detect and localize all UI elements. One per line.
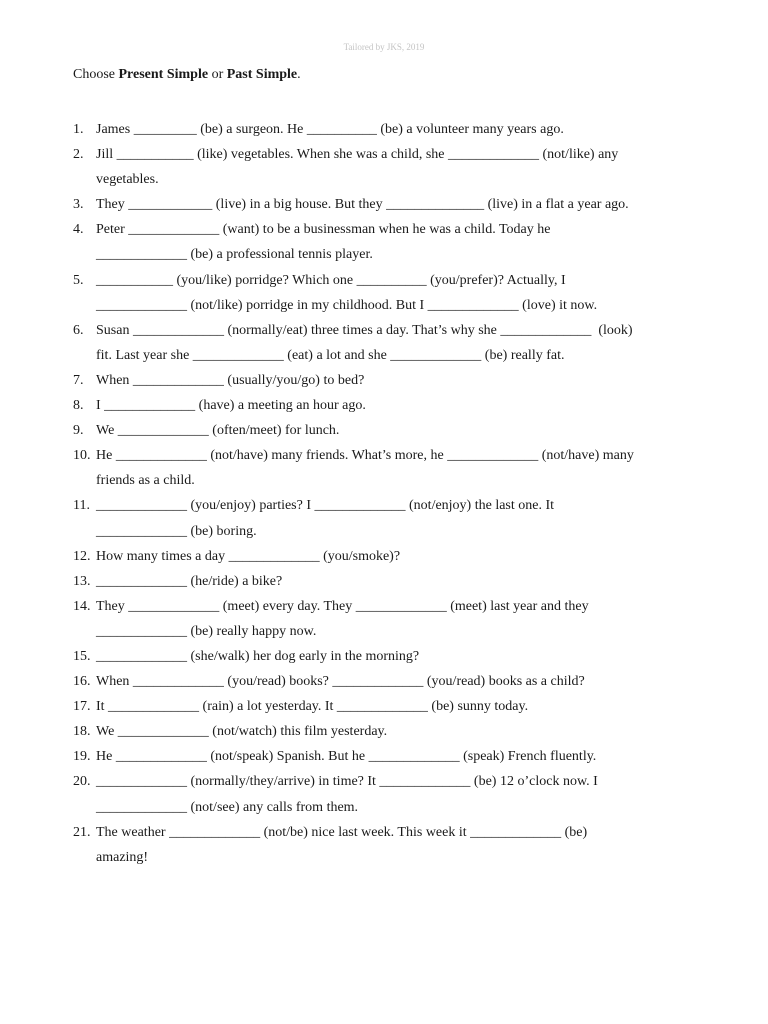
exercise-item bbox=[73, 443, 703, 493]
instruction bbox=[73, 67, 301, 83]
past-simple-label: Past Simple bbox=[226, 67, 298, 82]
item-number: 10. bbox=[73, 448, 91, 464]
item-text bbox=[96, 142, 703, 192]
exercise-item bbox=[73, 318, 703, 368]
watermark: Tailored by JKS, 2019 bbox=[343, 42, 425, 52]
item-number: 14. bbox=[73, 598, 91, 614]
exercise-item bbox=[73, 769, 703, 819]
exercise-item bbox=[73, 393, 703, 418]
exercise-item bbox=[73, 644, 703, 669]
item-number: 21. bbox=[73, 824, 91, 840]
item-text bbox=[96, 744, 703, 769]
item-text bbox=[96, 719, 703, 744]
exercise-item bbox=[73, 744, 703, 769]
item-text bbox=[96, 820, 703, 870]
item-text bbox=[96, 594, 703, 644]
item-line: It _____________ (rain) a lot yesterday. It _____________ (be) sunny today. bbox=[96, 699, 529, 715]
item-number: 13. bbox=[73, 573, 91, 589]
exercise-item bbox=[73, 368, 703, 393]
item-line: They ____________ (live) in a big house. But they ______________ (live) in a flat a year ago. bbox=[96, 197, 629, 213]
exercise-item bbox=[73, 142, 703, 192]
exercise-list bbox=[73, 117, 703, 870]
item-line: Jill ___________ (like) vegetables. When she was a child, she _____________ (not/like) any bbox=[96, 147, 619, 163]
item-line: The weather _____________ (not/be) nice last week. This week it _____________ (be) bbox=[96, 824, 588, 840]
item-text bbox=[96, 192, 703, 217]
item-line: _____________ (be) really happy now. bbox=[96, 623, 317, 639]
item-text bbox=[96, 117, 703, 142]
item-line: _____________ (she/walk) her dog early in the morning? bbox=[96, 648, 420, 664]
item-line: How many times a day _____________ (you/smoke)? bbox=[96, 548, 401, 564]
item-line: We _____________ (not/watch) this film yesterday. bbox=[96, 724, 388, 740]
instruction-prefix: Choose bbox=[73, 67, 119, 82]
item-text bbox=[96, 694, 703, 719]
item-line: _____________ (be) a professional tennis player. bbox=[96, 247, 373, 263]
instruction-middle: or bbox=[208, 67, 227, 82]
item-line: James _________ (be) a surgeon. He __________ (be) a volunteer many years ago. bbox=[96, 122, 564, 137]
item-line: friends as a child. bbox=[96, 473, 195, 489]
item-number: 6. bbox=[73, 322, 84, 338]
item-text bbox=[96, 268, 703, 318]
item-number: 19. bbox=[73, 749, 91, 765]
item-line: He _____________ (not/speak) Spanish. But he _____________ (speak) French fluently. bbox=[96, 749, 597, 765]
item-line: When _____________ (you/read) books? _____________ (you/read) books as a child? bbox=[96, 674, 585, 690]
instruction-suffix: . bbox=[297, 67, 301, 82]
item-number: 5. bbox=[73, 272, 84, 288]
exercise-item bbox=[73, 544, 703, 569]
item-number: 18. bbox=[73, 724, 91, 740]
item-text bbox=[96, 569, 703, 594]
item-line: Peter _____________ (want) to be a businessman when he was a child. Today he bbox=[96, 222, 551, 238]
item-text bbox=[96, 368, 703, 393]
item-text bbox=[96, 217, 703, 267]
exercise-item bbox=[73, 594, 703, 644]
item-line: _____________ (not/see) any calls from them. bbox=[96, 799, 359, 815]
item-number: 11. bbox=[73, 498, 90, 514]
item-number: 9. bbox=[73, 423, 84, 439]
item-text bbox=[96, 393, 703, 418]
item-line: vegetables. bbox=[96, 172, 159, 188]
item-text bbox=[96, 443, 703, 493]
item-line: fit. Last year she _____________ (eat) a lot and she _____________ (be) really fat. bbox=[96, 347, 565, 363]
item-number: 8. bbox=[73, 398, 84, 414]
exercise-item bbox=[73, 694, 703, 719]
exercise-item bbox=[73, 569, 703, 594]
item-number: 15. bbox=[73, 648, 91, 664]
item-line: amazing! bbox=[96, 849, 149, 865]
item-line: _____________ (he/ride) a bike? bbox=[96, 573, 283, 589]
item-text bbox=[96, 769, 703, 819]
exercise-item bbox=[73, 719, 703, 744]
exercise-item bbox=[73, 418, 703, 443]
item-text bbox=[96, 418, 703, 443]
item-number: 16. bbox=[73, 674, 91, 690]
exercise-item bbox=[73, 820, 703, 870]
item-line: _____________ (normally/they/arrive) in time? It _____________ (be) 12 o’clock now. I bbox=[96, 774, 598, 790]
exercise-item bbox=[73, 217, 703, 267]
item-number: 2. bbox=[73, 147, 84, 163]
item-number: 17. bbox=[73, 699, 91, 715]
item-text bbox=[96, 493, 703, 543]
exercise-item bbox=[73, 268, 703, 318]
exercise-item bbox=[73, 192, 703, 217]
present-simple-label: Present Simple bbox=[118, 67, 209, 82]
item-text bbox=[96, 644, 703, 669]
item-line: He _____________ (not/have) many friends. What’s more, he _____________ (not/have) many bbox=[96, 448, 634, 464]
item-text bbox=[96, 669, 703, 694]
item-line: _____________ (you/enjoy) parties? I _____________ (not/enjoy) the last one. It bbox=[96, 498, 555, 514]
item-number: 20. bbox=[73, 774, 91, 790]
item-line: Susan _____________ (normally/eat) three times a day. That’s why she _____________ (look) bbox=[96, 322, 633, 338]
exercise-item bbox=[73, 669, 703, 694]
item-number: 3. bbox=[73, 197, 84, 213]
item-line: ___________ (you/like) porridge? Which one __________ (you/prefer)? Actually, I bbox=[96, 272, 566, 288]
item-line: _____________ (not/like) porridge in my childhood. But I _____________ (love) it now. bbox=[96, 297, 598, 313]
item-number: 4. bbox=[73, 222, 84, 238]
item-number: 7. bbox=[73, 372, 84, 388]
item-number: 12. bbox=[73, 548, 91, 564]
item-text bbox=[96, 318, 703, 368]
item-line: We _____________ (often/meet) for lunch. bbox=[96, 423, 340, 439]
item-line: When _____________ (usually/you/go) to bed? bbox=[96, 372, 365, 388]
item-line: I _____________ (have) a meeting an hour ago. bbox=[96, 398, 366, 414]
item-line: They _____________ (meet) every day. They _____________ (meet) last year and they bbox=[96, 598, 589, 614]
exercise-item bbox=[73, 117, 703, 142]
item-text bbox=[96, 544, 703, 569]
item-line: _____________ (be) boring. bbox=[96, 523, 257, 539]
exercise-item bbox=[73, 493, 703, 543]
item-number: 1. bbox=[73, 122, 84, 137]
